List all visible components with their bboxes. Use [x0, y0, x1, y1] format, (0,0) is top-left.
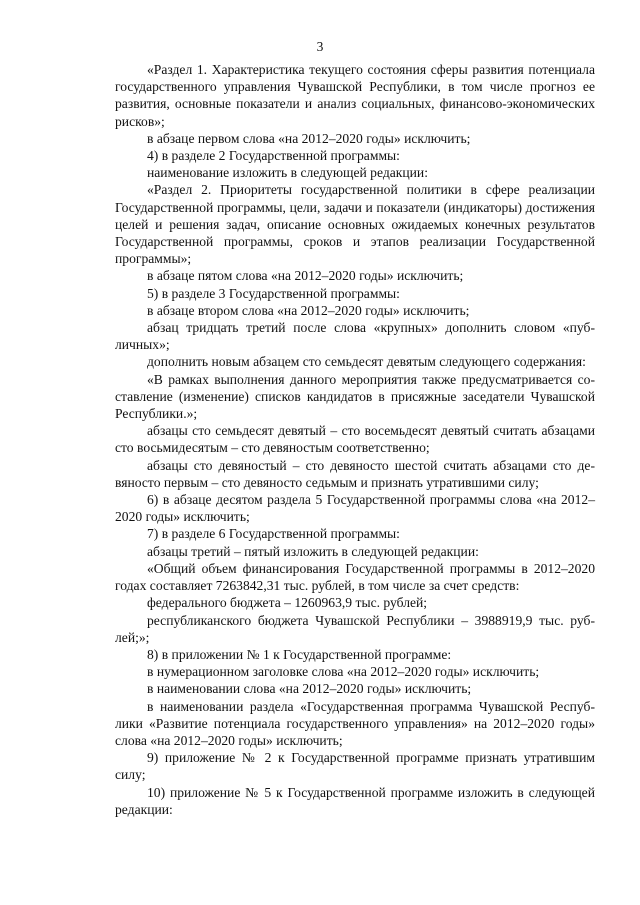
paragraph: 9) приложение № 2 к Государственной программе признать утратившим силу; — [115, 750, 595, 783]
page-number: 3 — [316, 39, 324, 54]
paragraph: абзацы третий – пятый изложить в следующей редакции: — [147, 543, 479, 559]
paragraph: в абзаце втором слова «на 2012–2020 годы» исключить; — [147, 302, 470, 318]
paragraph: абзацы сто девяностый – сто девяносто шестой считать абзацами сто девяносто первым – сто девяносто седьмым и признать утратившими силу; — [115, 457, 595, 490]
paragraph: дополнить новым абзацем сто семьдесят девятым следующего содержания: — [147, 354, 586, 370]
paragraph: республиканского бюджета Чувашской Республики – 3988919,9 тыс. рублей;»; — [115, 612, 595, 645]
paragraph: в наименовании раздела «Государственная программа Чувашской Республики «Развитие потенциала государственного управления» на 2012–2020 годы» слова «на 2012–2020 годы» исключить; — [115, 698, 595, 748]
paragraph: «Общий объем финансирования Государственной программы в 2012–2020 годах составляет 7263842,31 тыс. рублей, в том числе за счет средств: — [115, 560, 595, 594]
paragraph: наименование изложить в следующей редакции: — [147, 165, 428, 181]
paragraph: в абзаце первом слова «на 2012–2020 годы» исключить; — [147, 130, 471, 146]
paragraph: 8) в приложении № 1 к Государственной программе: — [147, 646, 452, 662]
paragraph: федерального бюджета – 1260963,9 тыс. рублей; — [147, 595, 428, 611]
paragraph: в нумерационном заголовке слова «на 2012–2020 годы» исключить; — [147, 664, 540, 680]
paragraph: 4) в разделе 2 Государственной программы: — [147, 148, 400, 164]
paragraph: 5) в разделе 3 Государственной программы: — [147, 285, 400, 301]
paragraph: 6) в абзаце десятом раздела 5 Государственной программы слова «на 2012–2020 годы» исключить; — [115, 492, 595, 525]
paragraph: «Раздел 2. Приоритеты государственной политики в сфере реализации Государственной программы, цели, задачи и показатели (индикаторы) достижения целей и решения задач, описание основных ожидаемых конечных результатов Государственной программы, сроков и этапов реализации Государственной программы»; — [115, 182, 595, 267]
paragraph: абзацы сто семьдесят девятый – сто восемьдесят девятый считать абзацами сто восьмидесятым – сто девяностым соответственно; — [115, 423, 595, 456]
paragraph: в абзаце пятом слова «на 2012–2020 годы» исключить; — [147, 268, 464, 284]
paragraph: в наименовании слова «на 2012–2020 годы» исключить; — [147, 681, 472, 697]
paragraph: 7) в разделе 6 Государственной программы: — [147, 526, 400, 542]
paragraph: «Раздел 1. Характеристика текущего состояния сферы развития потенциала государственного управления Чувашской Республики, в том числе прогноз ее развития, основные показатели и анализ социальных, финансово-экономических рисков»; — [115, 62, 595, 129]
paragraph: абзац тридцать третий после слова «крупных» дополнить словом «публичных»; — [115, 320, 595, 353]
document-body — [115, 61, 595, 818]
paragraph: «В рамках выполнения данного мероприятия также предусматривается составление (изменение) списков кандидатов в присяжные заседатели Чувашской Республики.»; — [115, 371, 595, 422]
paragraph: 10) приложение № 5 к Государственной программе изложить в следующей редакции: — [115, 784, 595, 817]
